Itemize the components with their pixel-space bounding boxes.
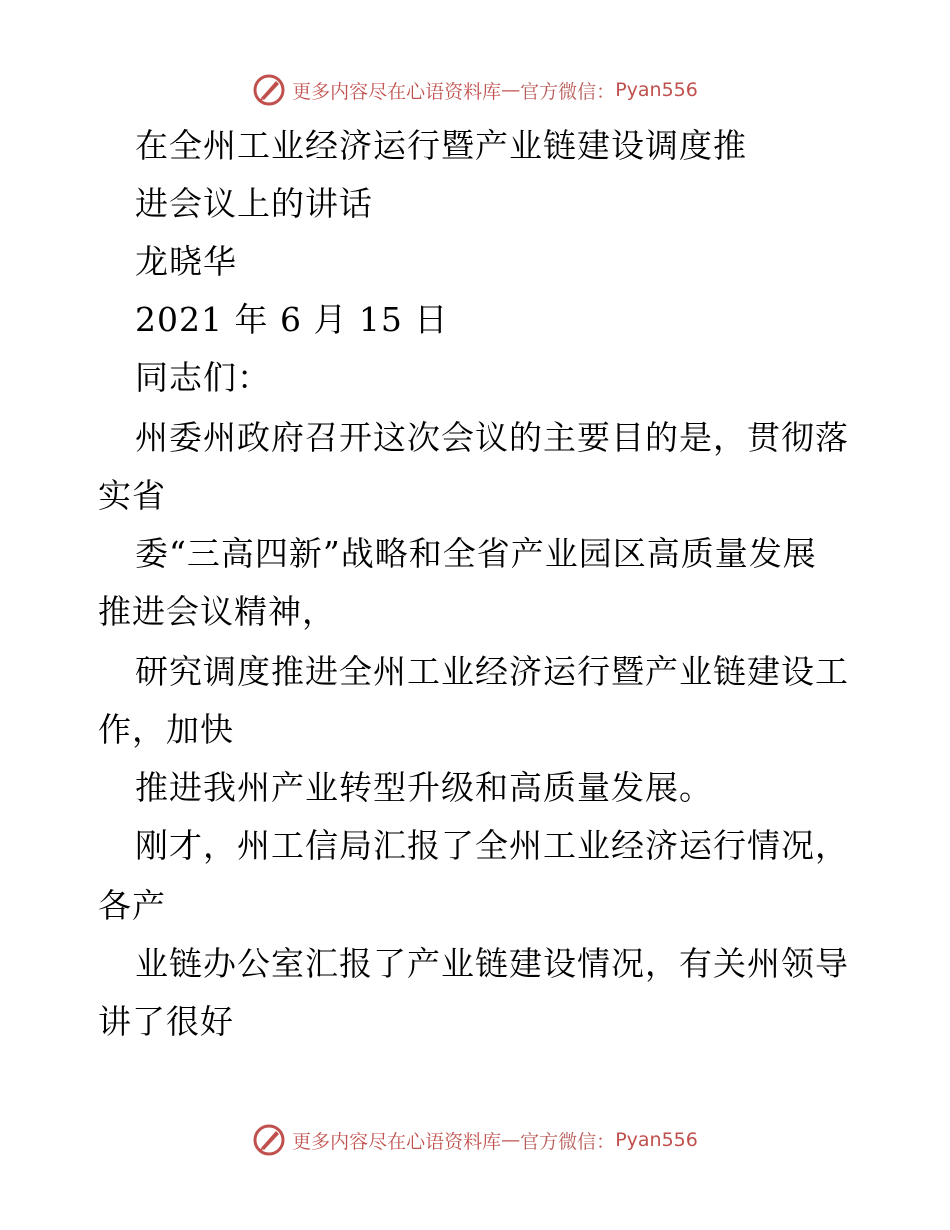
banner-dash: — [501, 79, 521, 101]
doc-date: 2021 年 6 月 15 日 [135, 300, 449, 339]
banner-main-text: 更多内容尽在心语资料库 [292, 1130, 502, 1153]
doc-paragraph-line: 委“三高四新”战略和全省产业园区高质量发展 [135, 534, 817, 573]
doc-paragraph-line: 实省 [98, 476, 166, 515]
doc-title-line-1: 在全州工业经济运行暨产业链建设调度推 [135, 126, 747, 165]
banner-wechat-label: 官方微信： [520, 1130, 616, 1153]
banner-wechat-id: Pyan556 [615, 79, 698, 101]
banner-wechat-id: Pyan556 [615, 1129, 698, 1151]
header-watermark-banner [0, 70, 950, 110]
doc-title-line-2: 进会议上的讲话 [135, 184, 373, 223]
doc-paragraph-line: 推进我州产业转型升级和高质量发展。 [135, 768, 713, 807]
doc-author: 龙晓华 [135, 242, 237, 281]
banner-wechat-label: 官方微信： [520, 80, 616, 103]
doc-paragraph-line: 刚才，州工信局汇报了全州工业经济运行情况， [135, 826, 849, 865]
quill-pen-circle-icon [252, 73, 286, 107]
doc-paragraph-line: 讲了很好 [98, 1002, 234, 1041]
doc-paragraph-line: 推进会议精神， [98, 592, 336, 631]
banner-dash: — [501, 1129, 521, 1151]
quill-pen-circle-icon [252, 1123, 286, 1157]
doc-paragraph-line: 州委州政府召开这次会议的主要目的是，贯彻落 [135, 418, 849, 457]
footer-watermark-banner [0, 1120, 950, 1160]
doc-paragraph-line: 研究调度推进全州工业经济运行暨产业链建设工 [135, 652, 849, 691]
doc-paragraph-line: 业链办公室汇报了产业链建设情况，有关州领导 [135, 944, 849, 983]
doc-salutation: 同志们： [135, 358, 271, 397]
banner-main-text: 更多内容尽在心语资料库 [292, 80, 502, 103]
doc-paragraph-line: 作，加快 [98, 710, 234, 749]
doc-paragraph-line: 各产 [98, 886, 166, 925]
